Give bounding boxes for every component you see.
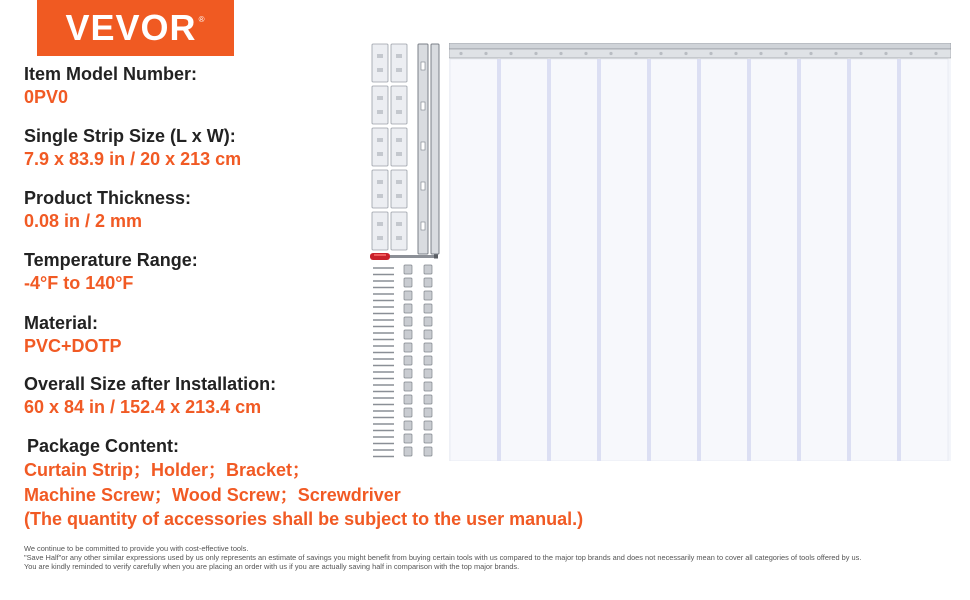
- spec-value: 0.08 in / 2 mm: [24, 211, 143, 231]
- package-line: (The quantity of accessories shall be subject to the user manual.): [24, 509, 584, 529]
- spec-label: Material:: [24, 313, 99, 333]
- spec-label: Temperature Range:: [24, 250, 198, 270]
- disclaimer: [24, 544, 959, 572]
- spec-model-number: [24, 63, 197, 109]
- spec-value: 0PV0: [24, 87, 69, 107]
- spec-label: Product Thickness:: [24, 188, 192, 208]
- disclaimer-line: "Save Half"or any other similar expressions used by us only represents an estimate of savings you might benefit from buying certain tools with us compared to the major top brands and does not necessarily mean to cover all categories of tools offered by us.: [24, 553, 862, 563]
- spec-value: 60 x 84 in / 152.4 x 213.4 cm: [24, 397, 262, 417]
- spec-label: Single Strip Size (L x W):: [24, 126, 236, 146]
- spec-value: PVC+DOTP: [24, 336, 122, 356]
- vevor-logo: [37, 0, 234, 56]
- strip-curtain-image: [449, 43, 951, 461]
- registered-mark: ®: [198, 14, 206, 24]
- disclaimer-line: We continue to be committed to provide you with cost-effective tools.: [24, 544, 249, 553]
- disclaimer-line: You are kindly reminded to verify carefully when you are placing an order with us if you are actually saving half in comparison with the top major brands.: [24, 562, 520, 572]
- spec-overall-size: [24, 373, 276, 419]
- spec-label: Item Model Number:: [24, 64, 198, 84]
- spec-value: -4°F to 140°F: [24, 273, 134, 293]
- hardware-kit-image: [368, 42, 444, 467]
- brand-name: VEVOR: [65, 7, 197, 48]
- spec-material: [24, 312, 122, 358]
- spec-thickness: [24, 187, 191, 233]
- spec-label: Overall Size after Installation:: [24, 374, 277, 394]
- spec-temperature: [24, 249, 198, 295]
- spec-strip-size: [24, 125, 241, 171]
- package-label: Package Content:: [27, 436, 180, 456]
- package-line: Machine Screw；Wood Screw；Screwdriver: [24, 484, 401, 505]
- spec-value: 7.9 x 83.9 in / 20 x 213 cm: [24, 149, 242, 169]
- package-line: Curtain Strip；Holder；Bracket；: [24, 460, 311, 480]
